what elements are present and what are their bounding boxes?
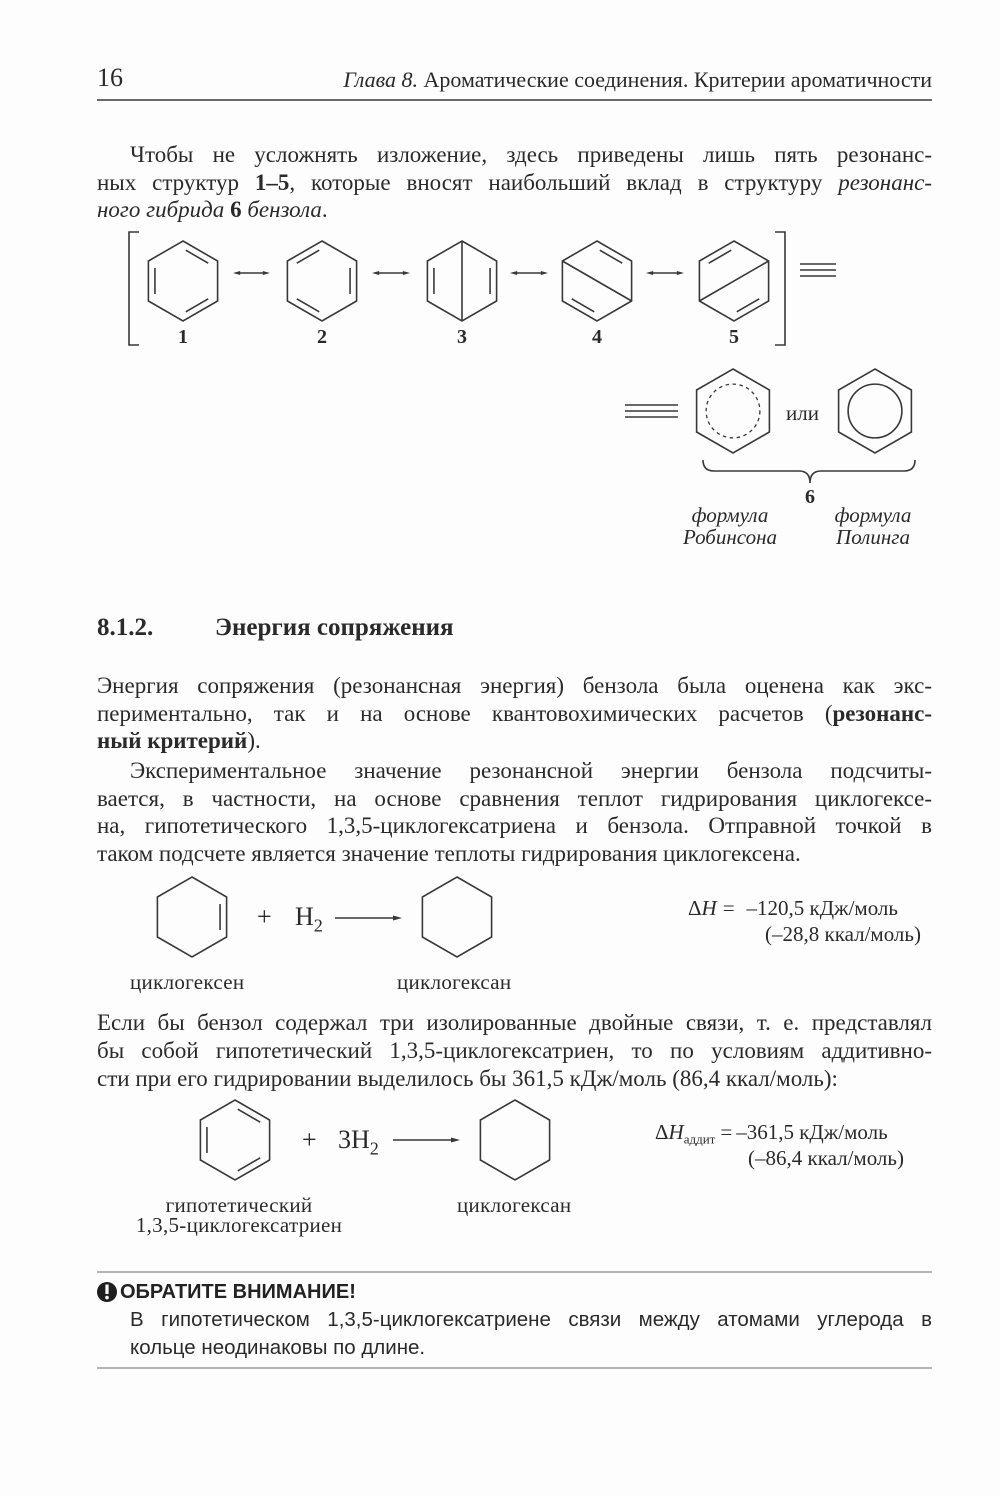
text-segment: .	[321, 197, 328, 222]
robinson-caption-line-2: Робинсона	[683, 525, 777, 549]
resonance-arrow-4-head	[677, 271, 684, 275]
hybrid-curly-brace	[703, 460, 915, 483]
energy-line-2	[97, 700, 932, 728]
enthalpy-subscript: аддит	[683, 1131, 716, 1147]
enthalpy-value-kj: –120,5 кДж/моль	[746, 896, 898, 920]
note-title: ОБРАТИТЕ ВНИМАНИЕ!	[120, 1281, 356, 1303]
resonance-structure-1-ring	[148, 241, 217, 321]
resonance-structure-4-double-bond	[600, 250, 622, 263]
resonance-structure-4-double-bond	[572, 299, 594, 312]
reagent-symbol: H	[351, 1125, 370, 1154]
resonance-structure-5-double-bond	[737, 299, 759, 312]
text-segment: ).	[247, 728, 261, 753]
cyclohexane-product-1-ring	[422, 877, 491, 957]
note-line-1: В гипотетическом 1,3,5-циклогексатриене связи между атомами углерода в	[130, 1308, 932, 1331]
reagent-coefficient: 3	[338, 1125, 351, 1154]
text-segment: вается, в частности, на основе сравнения теплот гидрирования циклогексе-	[97, 785, 932, 811]
resonance-arrow-2-tail-head	[372, 271, 379, 275]
experiment-line-3	[97, 812, 932, 840]
robinson-caption-line-1: формула	[691, 503, 769, 527]
structure-ref: 6	[230, 197, 242, 222]
structure-label-3: 3	[457, 326, 467, 348]
reaction2-enthalpy-kcal: (–86,4 ккал/моль)	[748, 1146, 904, 1170]
icon-circle	[97, 1282, 117, 1302]
text-segment: , которые вносят наибольший вклад в структуру	[289, 169, 839, 195]
exclamation-circle-icon	[97, 1282, 117, 1302]
experiment-line-1	[130, 757, 932, 785]
additivity-line-2	[97, 1037, 932, 1065]
icon-bang-dot	[105, 1296, 109, 1300]
pauling-caption-line-2: Полинга	[836, 525, 910, 549]
page-number: 16	[97, 63, 123, 92]
structure-label-1: 1	[178, 326, 188, 348]
pauling-formula-aromatic-circle	[848, 384, 902, 438]
text-segment: Если бы бензол содержал три изолированные двойные связи, т. е. представлял	[97, 1010, 932, 1035]
reaction2-reactant-name-line-2: 1,3,5-циклогексатриен	[135, 1213, 343, 1237]
reagent-subscript: 2	[313, 915, 323, 936]
delta-symbol: Δ	[688, 896, 702, 920]
reaction2-arrow-head	[451, 1138, 460, 1143]
resonance-structure-5-double-bond	[709, 250, 731, 263]
reaction2-plus: +	[302, 1125, 317, 1154]
italic-term: бензола	[241, 197, 322, 222]
reaction1-arrow-head	[393, 916, 402, 921]
resonance-arrow-1-tail-head	[233, 271, 240, 275]
cyclohexatriene-double-bond	[238, 1109, 260, 1122]
or-text: или	[786, 401, 819, 425]
equals-sign: =	[722, 896, 735, 920]
resonance-structure-2-double-bond	[297, 299, 319, 312]
text-segment: Экспериментальное значение резонансной энергии бензола подсчиты-	[130, 758, 932, 783]
delta-symbol: Δ	[655, 1120, 669, 1144]
reaction1-reagent	[295, 903, 323, 939]
reaction1-enthalpy-kcal: (–28,8 ккал/моль)	[765, 922, 921, 946]
identity-sign-2	[625, 405, 678, 417]
intro-line-2	[97, 169, 932, 197]
resonance-structure-4-bridge-bond	[562, 261, 631, 301]
additivity-line-1	[97, 1009, 932, 1037]
italic-term: ного гибрида	[97, 197, 231, 222]
text-segment: ных структур	[97, 169, 255, 195]
text-segment: Энергия сопряжения (резонансная энергия) бензола была оценена как экс-	[97, 673, 932, 698]
section-number: 8.1.2.	[97, 614, 154, 641]
enthalpy-variable: H	[668, 1120, 684, 1144]
experiment-line-4	[97, 840, 932, 868]
energy-line-3	[97, 727, 932, 755]
chapter-title: Ароматические соединения. Критерии ароматичности	[418, 67, 932, 92]
intro-line-3	[97, 196, 932, 224]
text-segment: сти при его гидрировании выделилось бы 361,5 кДж/моль (86,4 ккал/моль):	[97, 1066, 838, 1091]
cyclohexatriene-double-bond	[238, 1158, 260, 1171]
resonance-arrow-1-head	[263, 271, 270, 275]
structure-label-2: 2	[317, 326, 327, 348]
resonance-structure-1-double-bond	[186, 299, 208, 312]
resonance-left-bracket	[129, 232, 139, 345]
reagent-subscript: 2	[369, 1138, 379, 1159]
experiment-line-2	[97, 785, 932, 813]
text-segment: периментально, так и на основе квантовохимических расчетов (	[97, 701, 833, 726]
resonance-structure-2-ring	[287, 241, 356, 321]
bold-term: ный критерий	[97, 728, 248, 753]
intro-line-1	[130, 141, 932, 169]
enthalpy-variable: H	[701, 896, 717, 920]
additivity-line-3	[97, 1065, 932, 1093]
structure-label-4: 4	[592, 326, 602, 348]
reaction1-plus: +	[257, 902, 272, 931]
enthalpy-value-kj: –361,5 кДж/моль	[736, 1120, 888, 1144]
cyclohexane-product-2-ring	[480, 1100, 549, 1180]
text-segment: бы собой гипотетический 1,3,5-циклогексатриен, то по условиям аддитивно-	[97, 1038, 932, 1063]
reaction2-product-name: циклогексан	[457, 1193, 572, 1217]
energy-line-1	[97, 672, 932, 700]
reaction1-product-name: циклогексан	[397, 970, 512, 994]
running-header	[343, 66, 932, 94]
text-segment: таком подсчете является значение теплоты гидрирования циклогексена.	[97, 840, 801, 866]
reaction1-enthalpy	[688, 896, 898, 920]
reaction2-reactant-name-line-1: гипотетический	[165, 1193, 313, 1217]
reagent-symbol: H	[295, 902, 314, 931]
robinson-formula-aromatic-circle	[706, 384, 760, 438]
pauling-formula-ring	[839, 369, 912, 453]
bold-term: резонанс-	[832, 701, 932, 726]
icon-bang-stroke	[105, 1285, 108, 1295]
text-segment: Чтобы не усложнять изложение, здесь приведены лишь пять резонанс-	[130, 142, 932, 167]
resonance-structure-2-double-bond	[297, 250, 319, 263]
robinson-formula-ring	[697, 369, 770, 453]
pauling-caption-line-1: формула	[834, 503, 912, 527]
section-title: Энергия сопряжения	[215, 614, 454, 641]
structure-range-ref: 1–5	[254, 169, 290, 195]
italic-term: резонанс-	[838, 169, 932, 195]
resonance-structure-1-double-bond	[186, 250, 208, 263]
hybrid-label: 6	[805, 486, 815, 508]
resonance-arrow-3-head	[541, 271, 548, 275]
resonance-structure-4-ring	[562, 241, 631, 321]
reaction2-reagent	[338, 1126, 379, 1162]
resonance-structure-3-ring	[427, 241, 496, 321]
text-segment: на, гипотетического 1,3,5-циклогексатриена и бензола. Отправной точкой в	[97, 813, 932, 838]
cyclohexatriene-ring	[200, 1100, 269, 1180]
resonance-arrow-4-tail-head	[646, 271, 653, 275]
resonance-right-bracket	[775, 232, 785, 345]
resonance-arrow-2-head	[403, 271, 410, 275]
chapter-label: Глава 8.	[343, 67, 419, 92]
structure-label-5: 5	[729, 326, 739, 348]
equals-sign: =	[720, 1120, 733, 1144]
resonance-structure-5-ring	[699, 241, 768, 321]
identity-sign-1	[800, 264, 836, 276]
resonance-arrow-3-tail-head	[510, 271, 517, 275]
resonance-structure-5-bridge-bond	[699, 261, 768, 301]
reaction1-reactant-name: циклогексен	[130, 970, 245, 994]
note-line-2: кольце неодинаковы по длине.	[130, 1336, 426, 1359]
cyclohexene-ring	[157, 877, 226, 957]
